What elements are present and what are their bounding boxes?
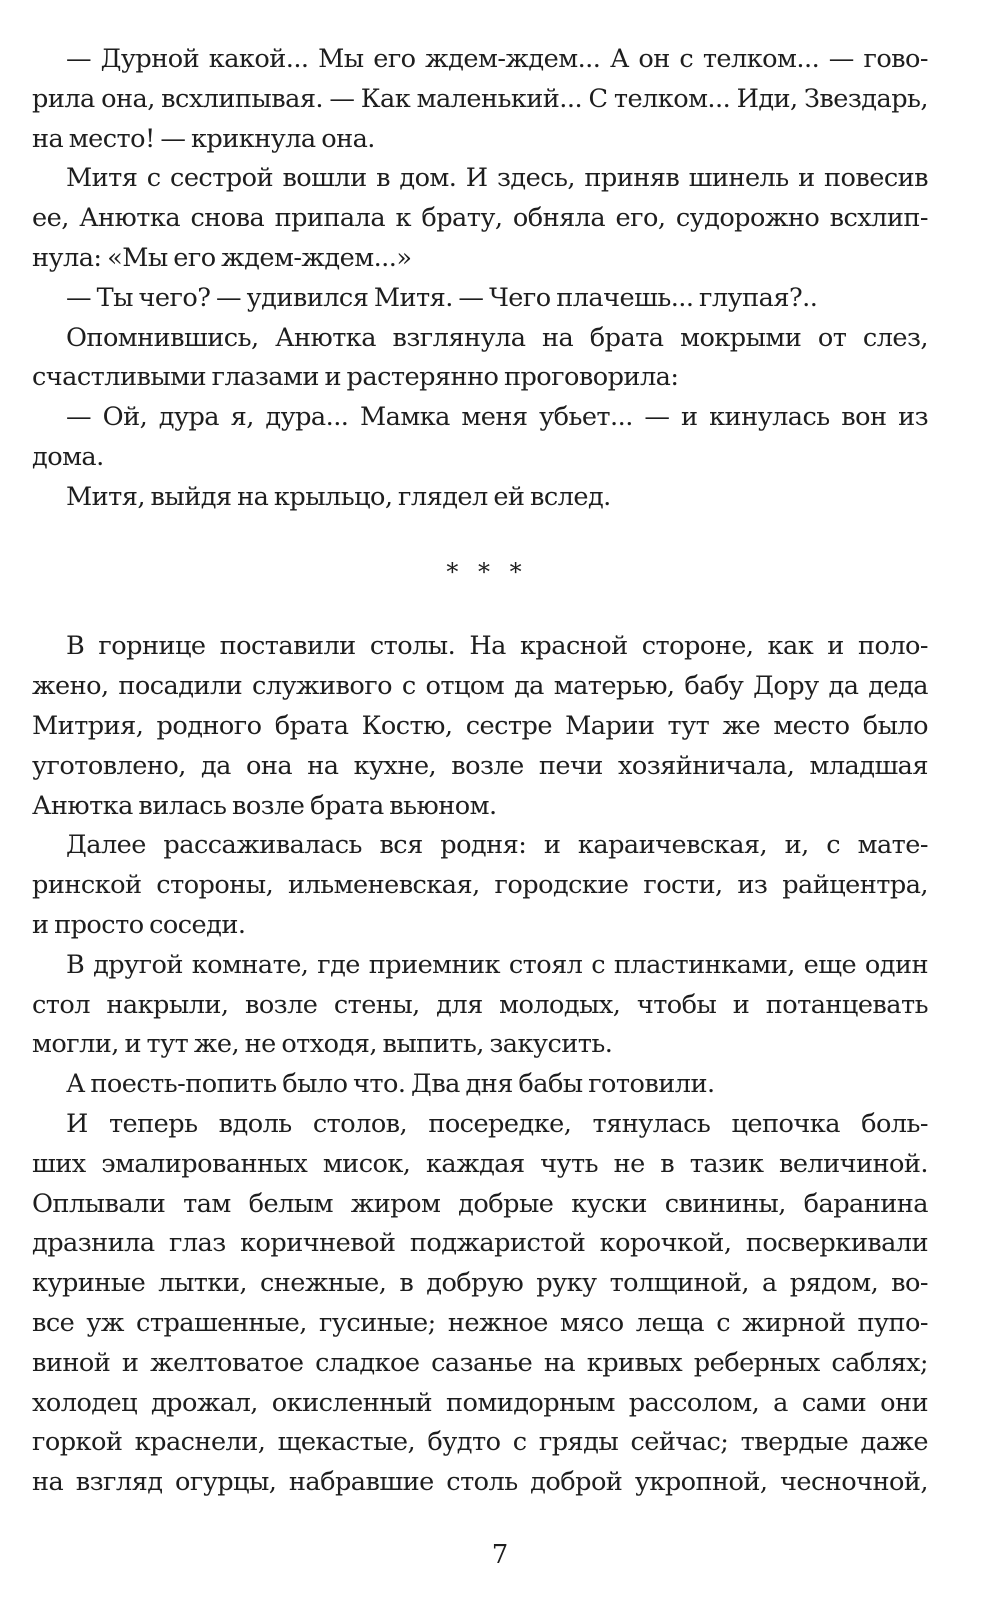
text-line: и просто соседи. [32, 909, 246, 940]
text-line: Опомнившись, Анютка взглянула на брата мокрыми от слез, [66, 322, 928, 353]
section-gap [32, 518, 928, 553]
text-line: дразнила глаз коричневой поджаристой корочкой, посверкивали [32, 1228, 928, 1259]
text-line: горкой краснели, щекастые, будто с гряды сейчас; твердые даже [32, 1427, 928, 1458]
text-line: жено, посадили служивого с отцом да матерью, бабу Дору да деда [32, 671, 928, 702]
text-line: — Дурной какой... Мы его ждем-ждем... А он с телком... — гово- [66, 44, 928, 74]
text-line: Митя с сестрой вошли в дом. И здесь, приняв шинель и повесив [66, 163, 928, 194]
text-line: И теперь вдоль столов, посередке, тянулась цепочка боль- [66, 1108, 928, 1139]
text-line: Митя, выйдя на крыльцо, глядел ей вслед. [66, 481, 611, 512]
text-line: на место! — крикнула она. [32, 123, 375, 154]
text-line: Анютка вилась возле брата вьюном. [32, 790, 497, 821]
text-line: Далее рассаживалась вся родня: и караичевская, и, с мате- [66, 830, 928, 861]
text-line: — Ой, дура я, дура... Мамка меня убьет... — и кинулась вон из [66, 402, 928, 433]
text-line: счастливыми глазами и растерянно проговорила: [32, 362, 679, 393]
text-line: стол накрыли, возле стены, для молодых, чтобы и потанцевать [32, 989, 928, 1020]
text-line: рила она, всхлипывая. — Как маленький... С телком... Иди, Звездарь, [32, 83, 928, 114]
text-line: холодец дрожал, окисленный помидорным рассолом, а сами они [32, 1387, 928, 1418]
text-line: уготовлено, да она на кухне, возле печи хозяйничала, младшая [32, 750, 928, 781]
text-line: ее, Анютка снова припала к брату, обняла его, судорожно всхлип- [32, 203, 928, 234]
section-separator: * * * [446, 557, 528, 586]
page-number: 7 [491, 1540, 509, 1570]
text-line: — Ты чего? — удивился Митя. — Чего плачешь... глупая?.. [66, 282, 818, 313]
text-line: нула: «Мы его ждем-ждем...» [32, 242, 412, 273]
text-line: В другой комнате, где приемник стоял с пластинками, еще один [66, 949, 928, 980]
text-line: дома. [32, 441, 104, 472]
text-line: куриные лытки, снежные, в добрую руку толщиной, а рядом, во- [32, 1268, 928, 1299]
text-line: Оплывали там белым жиром добрые куски свинины, баранина [32, 1188, 928, 1219]
text-line: ринской стороны, ильменевская, городские гости, из райцентра, [32, 870, 928, 901]
text-line: все уж страшенные, гусиные; нежное мясо леща с жирной пупо- [32, 1307, 928, 1338]
section-gap [32, 592, 928, 627]
text-line: на взгляд огурцы, набравшие столь доброй укропной, чесночной, [32, 1467, 928, 1498]
text-line: виной и желтоватое сладкое сазанье на кривых реберных саблях; [32, 1347, 928, 1378]
page-body [32, 40, 928, 1503]
text-line: А поесть-попить было что. Два дня бабы готовили. [66, 1069, 715, 1100]
text-line: ших эмалированных мисок, каждая чуть не в тазик величиной. [32, 1148, 928, 1179]
text-line: В горнице поставили столы. На красной стороне, как и поло- [66, 631, 928, 662]
text-line: могли, и тут же, не отходя, выпить, закусить. [32, 1029, 613, 1060]
text-line: Митрия, родного брата Костю, сестре Марии тут же место было [32, 710, 928, 741]
